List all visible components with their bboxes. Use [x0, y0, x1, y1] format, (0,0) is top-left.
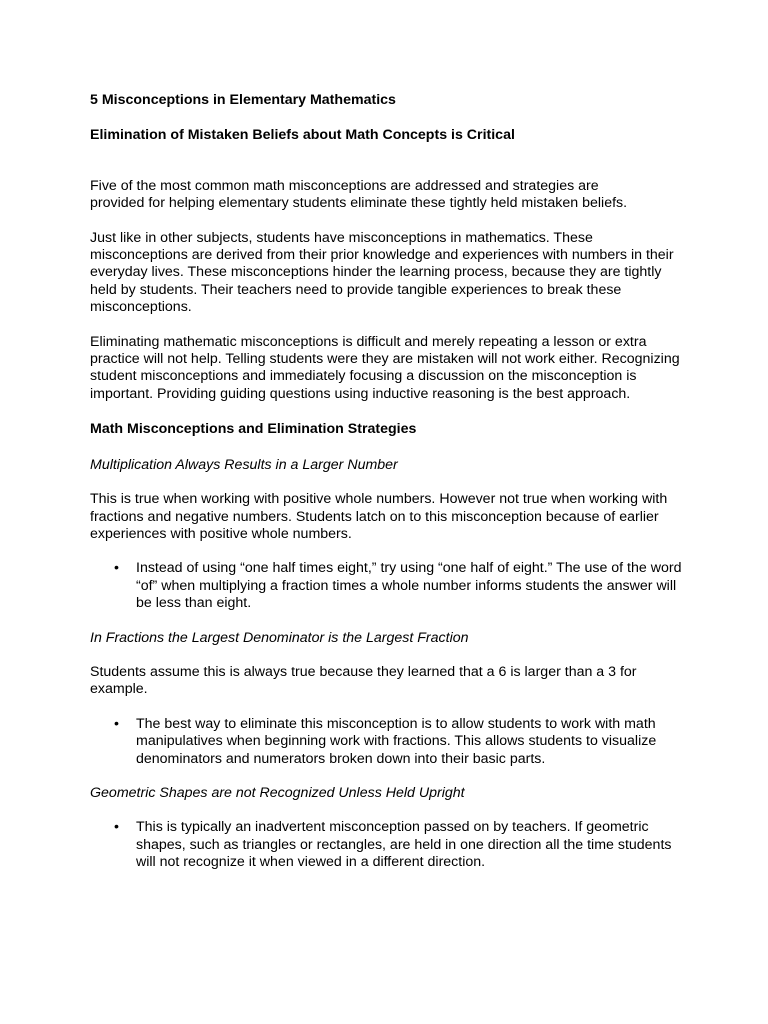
strategy-text-2: The best way to eliminate this misconception is to allow students to work with math manipulatives when beginning work with fractions. This allows students to visualize denominators and numerators broken down into their basic parts. — [136, 715, 657, 767]
document-title: 5 Misconceptions in Elementary Mathematics — [90, 92, 396, 108]
intro-paragraph: Five of the most common math misconceptions are addressed and strategies are provided for helping elementary students eliminate these tightly held mistaken beliefs. — [90, 177, 628, 212]
misconception-heading-3: Geometric Shapes are not Recognized Unless Held Upright — [90, 784, 465, 801]
strategy-list-1 — [90, 560, 690, 612]
misconception-heading-2: In Fractions the Largest Denominator is the Largest Fraction — [90, 629, 469, 646]
body-paragraph-1: Just like in other subjects, students have misconceptions in mathematics. These misconceptions are derived from their prior knowledge and experiences with numbers in their everyday lives. These misconceptions hinder the learning process, because they are tightly held by students. Their teachers need to provide tangible experiences to break these misconceptions. — [90, 229, 674, 316]
strategy-text-1: Instead of using “one half times eight,” try using “one half of eight.” The use of the word “of” when multiplying a fraction times a whole number informs students the answer will be less than eight. — [136, 560, 682, 612]
bullet-icon: • — [114, 560, 119, 577]
list-item — [90, 716, 682, 768]
strategy-list-3 — [90, 819, 690, 871]
misconception-body-1: This is true when working with positive whole numbers. However not true when working with fractions and negative numbers. Students latch on to this misconception because of earlier experiences with positive whole numbers. — [90, 491, 668, 542]
document-page — [90, 92, 690, 872]
strategy-list-2 — [90, 716, 690, 768]
strategy-text-3: This is typically an inadvertent misconception passed on by teachers. If geometric shapes, such as triangles or rectangles, are held in one direction all the time students will not recognize it when viewed in a different direction. — [136, 819, 672, 871]
misconception-heading-1: Multiplication Always Results in a Larger Number — [90, 456, 398, 473]
body-paragraph-2: Eliminating mathematic misconceptions is difficult and merely repeating a lesson or extra practice will not help. Telling students were they are mistaken will not work either. Recognizing student misconceptions and immediately focusing a discussion on the misconception is important. Providing guiding questions using inductive reasoning is the best approach. — [90, 333, 680, 402]
bullet-icon: • — [114, 819, 119, 836]
section-heading: Math Misconceptions and Elimination Strategies — [90, 421, 417, 438]
document-subtitle: Elimination of Mistaken Beliefs about Math Concepts is Critical — [90, 127, 515, 144]
list-item — [90, 819, 682, 871]
list-item — [90, 560, 682, 612]
bullet-icon: • — [114, 715, 119, 732]
misconception-body-2: Students assume this is always true because they learned that a 6 is larger than a 3 for example. — [90, 663, 637, 698]
